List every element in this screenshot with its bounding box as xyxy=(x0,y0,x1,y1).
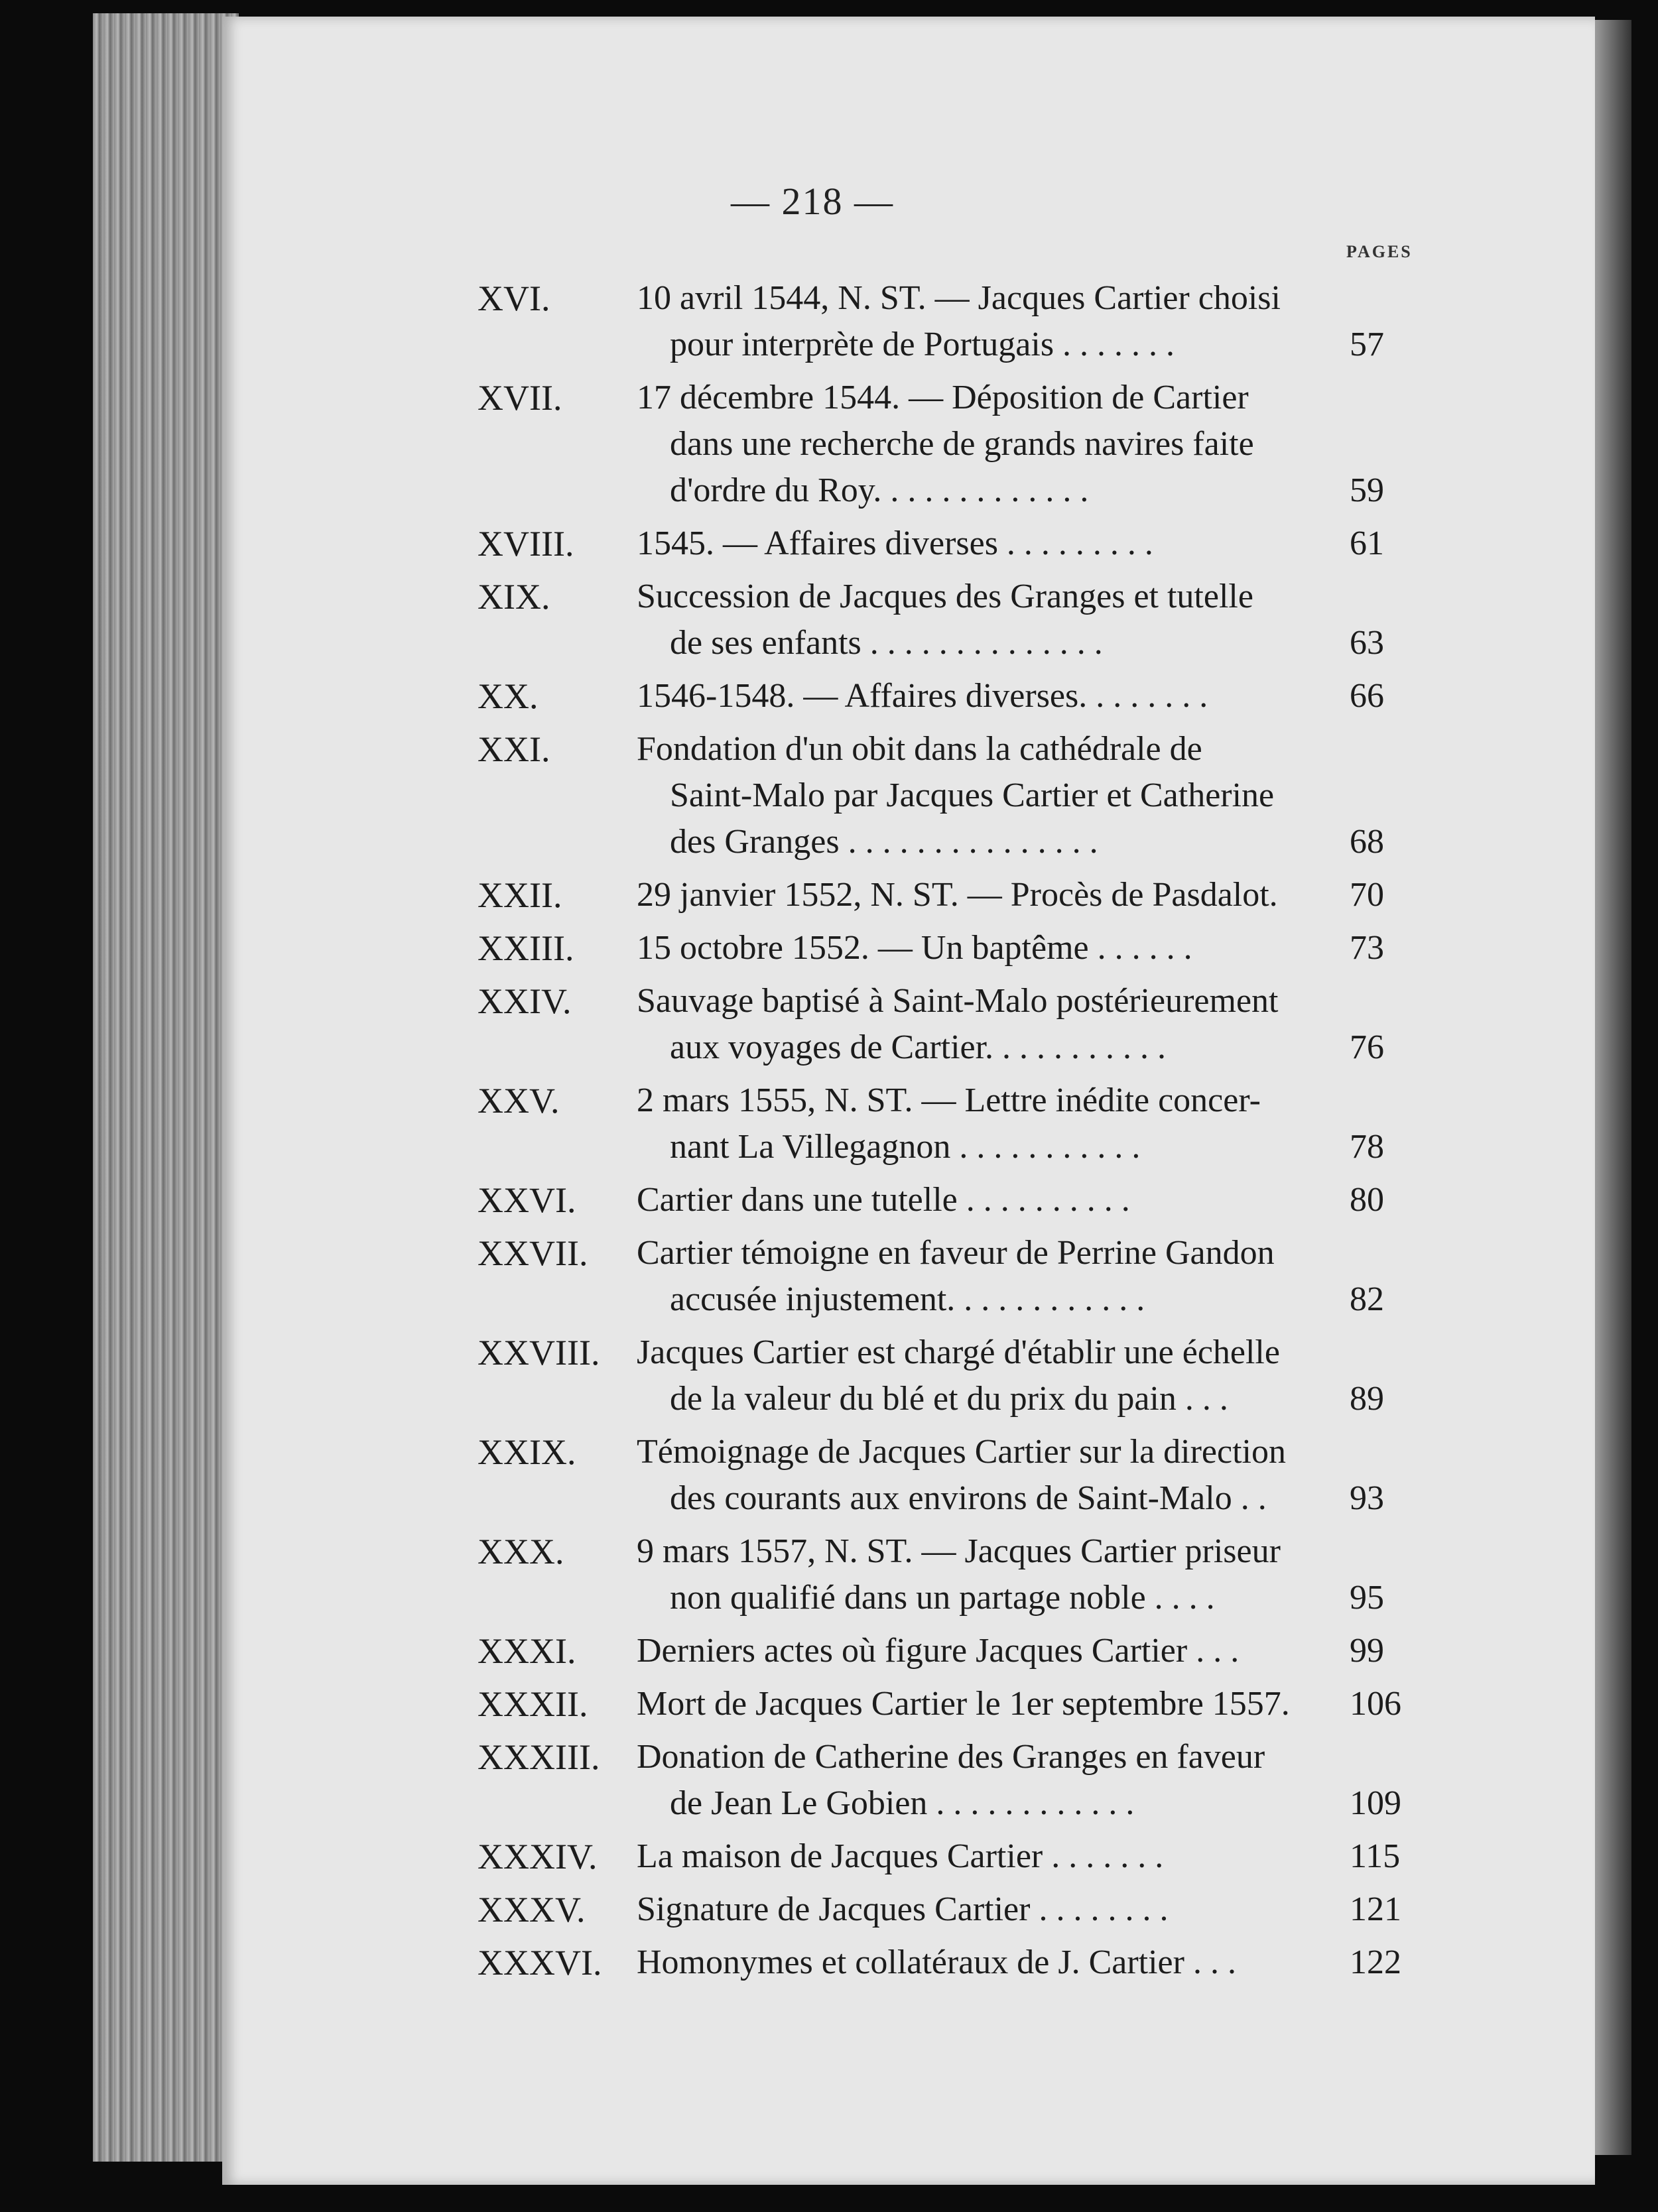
toc-entry-title xyxy=(637,1329,1552,1422)
toc-entry-title xyxy=(637,1177,1552,1223)
toc-entry-title xyxy=(637,1429,1552,1522)
toc-entry-line: des Granges . . . . . . . . . . . . . . . xyxy=(670,823,1098,861)
toc-entry-page: 78 xyxy=(1350,1128,1384,1166)
toc-entry-page: 106 xyxy=(1350,1685,1401,1723)
toc-entry-line: 9 mars 1557, N. ST. — Jacques Cartier priseur xyxy=(637,1532,1281,1570)
toc-entry-page: 76 xyxy=(1350,1028,1384,1066)
toc-entry-page: 109 xyxy=(1350,1784,1401,1822)
toc-entry-page: 82 xyxy=(1350,1280,1384,1318)
toc-entry-line: 17 décembre 1544. — Déposition de Cartier xyxy=(637,379,1249,416)
toc-entry-line: Signature de Jacques Cartier . . . . . . . . xyxy=(637,1890,1169,1928)
toc-entry-page: 70 xyxy=(1350,876,1384,914)
toc-entry-line: Cartier témoigne en faveur de Perrine Gandon xyxy=(637,1234,1275,1272)
toc-entry-title xyxy=(637,1939,1552,1986)
toc-entry-line: Homonymes et collatéraux de J. Cartier . . . xyxy=(637,1943,1236,1981)
toc-entry-title xyxy=(637,1886,1552,1933)
toc-entry-line: pour interprète de Portugais . . . . . . . xyxy=(670,326,1175,363)
toc-entry-line: La maison de Jacques Cartier . . . . . . . xyxy=(637,1837,1164,1875)
toc-entry-title xyxy=(637,1077,1552,1170)
page-folio: — 218 — xyxy=(731,180,894,223)
toc-entry-title xyxy=(637,726,1552,865)
toc-entry-title xyxy=(637,275,1552,368)
toc-entry-title xyxy=(637,1681,1552,1727)
toc-entry-number: XXIV. xyxy=(478,981,572,1021)
toc-entry-line: Mort de Jacques Cartier le 1er septembre 1557. xyxy=(637,1685,1290,1723)
toc-entry-line: de Jean Le Gobien . . . . . . . . . . . . xyxy=(670,1784,1135,1822)
toc-entry-title xyxy=(637,521,1552,567)
toc-entry-line: Succession de Jacques des Granges et tutelle xyxy=(637,578,1253,615)
toc-entry-number: XX. xyxy=(478,676,539,716)
toc-entry-line: de ses enfants . . . . . . . . . . . . . . xyxy=(670,624,1103,662)
toc-entry-title xyxy=(637,1528,1552,1621)
toc-entry-title xyxy=(637,574,1552,666)
toc-entry-line: 1545. — Affaires diverses . . . . . . . . . xyxy=(637,524,1153,562)
toc-entry-title xyxy=(637,978,1552,1071)
toc-entry-number: XXI. xyxy=(478,729,550,769)
toc-entry-title xyxy=(637,1833,1552,1880)
toc-entry-page: 122 xyxy=(1350,1943,1401,1981)
toc-entry-line: accusée injustement. . . . . . . . . . . . xyxy=(670,1280,1145,1318)
toc-entry-page: 61 xyxy=(1350,524,1384,562)
toc-entry-line: Fondation d'un obit dans la cathédrale de xyxy=(637,730,1202,768)
toc-entry-number: XXX. xyxy=(478,1532,564,1571)
toc-entry-line: dans une recherche de grands navires faite xyxy=(670,425,1254,463)
toc-entry-page: 66 xyxy=(1350,677,1384,715)
toc-entry-number: XXIX. xyxy=(478,1432,576,1472)
toc-entry-title xyxy=(637,375,1552,514)
toc-entry-number: XVII. xyxy=(478,378,562,418)
toc-entry-line: 2 mars 1555, N. ST. — Lettre inédite concer- xyxy=(637,1081,1261,1119)
toc-entry-number: XXIII. xyxy=(478,928,574,968)
toc-entry-line: d'ordre du Roy. . . . . . . . . . . . . xyxy=(670,471,1089,509)
toc-entry-line: Saint-Malo par Jacques Cartier et Catherine xyxy=(670,776,1275,814)
toc-entry-page: 89 xyxy=(1350,1380,1384,1418)
toc-entry-page: 115 xyxy=(1350,1837,1401,1875)
toc-entry-line: 1546-1548. — Affaires diverses. . . . . . . . xyxy=(637,677,1208,715)
toc-entry-number: XXII. xyxy=(478,875,562,915)
toc-entry-line: Sauvage baptisé à Saint-Malo postérieurement xyxy=(637,982,1279,1020)
toc-entry-number: XXXV. xyxy=(478,1890,586,1930)
toc-entry-number: XXXII. xyxy=(478,1684,588,1724)
toc-entry-title xyxy=(637,1734,1552,1827)
toc-entry-title xyxy=(637,1628,1552,1674)
toc-entry-number: XXV. xyxy=(478,1081,560,1121)
toc-entry-line: des courants aux environs de Saint-Malo . . xyxy=(670,1479,1267,1517)
toc-entry-number: XXVI. xyxy=(478,1180,576,1220)
toc-entry-line: de la valeur du blé et du prix du pain . . . xyxy=(670,1380,1228,1418)
toc-entry-title xyxy=(637,1230,1552,1323)
toc-entry-line: 15 octobre 1552. — Un baptême . . . . . . xyxy=(637,929,1192,967)
toc-entry-line: Témoignage de Jacques Cartier sur la direction xyxy=(637,1433,1286,1471)
book-page-edges-left xyxy=(93,13,239,2162)
toc-entry-line: Derniers actes où figure Jacques Cartier . . . xyxy=(637,1632,1240,1670)
toc-entry-number: XXXVI. xyxy=(478,1943,602,1983)
toc-entry-line: nant La Villegagnon . . . . . . . . . . . xyxy=(670,1128,1141,1166)
toc-entry-number: XXVIII. xyxy=(478,1333,600,1373)
toc-entry-page: 57 xyxy=(1350,326,1384,363)
toc-entry-number: XXVII. xyxy=(478,1233,588,1273)
toc-entry-page: 80 xyxy=(1350,1181,1384,1219)
toc-entry-page: 73 xyxy=(1350,929,1384,967)
toc-entry-page: 99 xyxy=(1350,1632,1384,1670)
toc-entry-number: XVIII. xyxy=(478,524,574,564)
toc-entry-number: XXXI. xyxy=(478,1631,576,1671)
pages-column-label: PAGES xyxy=(1346,242,1413,261)
toc-entry-page: 93 xyxy=(1350,1479,1384,1517)
toc-entry-number: XXXIV. xyxy=(478,1837,598,1876)
toc-entry-line: 29 janvier 1552, N. ST. — Procès de Pasdalot. xyxy=(637,876,1278,914)
toc-entry-page: 59 xyxy=(1350,471,1384,509)
book-page xyxy=(222,17,1595,2185)
toc-entry-title xyxy=(637,673,1552,719)
toc-entry-line: Donation de Catherine des Granges en faveur xyxy=(637,1738,1265,1776)
toc-entry-page: 68 xyxy=(1350,823,1384,861)
toc-entry-number: XVI. xyxy=(478,278,550,318)
toc-entry-number: XIX. xyxy=(478,577,550,617)
toc-entry-line: non qualifié dans un partage noble . . . . xyxy=(670,1579,1215,1617)
toc-entry-line: Cartier dans une tutelle . . . . . . . . . . xyxy=(637,1181,1130,1219)
toc-entry-number: XXXIII. xyxy=(478,1737,600,1777)
toc-entry-title xyxy=(637,925,1552,971)
toc-entry-line: Jacques Cartier est chargé d'établir une échelle xyxy=(637,1333,1280,1371)
toc-entry-page: 63 xyxy=(1350,624,1384,662)
toc-entry-line: aux voyages de Cartier. . . . . . . . . . . xyxy=(670,1028,1167,1066)
toc-entry-title xyxy=(637,872,1552,918)
toc-entry-line: 10 avril 1544, N. ST. — Jacques Cartier choisi xyxy=(637,279,1281,317)
toc-entry-page: 121 xyxy=(1350,1890,1401,1928)
toc-entry-page: 95 xyxy=(1350,1579,1384,1617)
